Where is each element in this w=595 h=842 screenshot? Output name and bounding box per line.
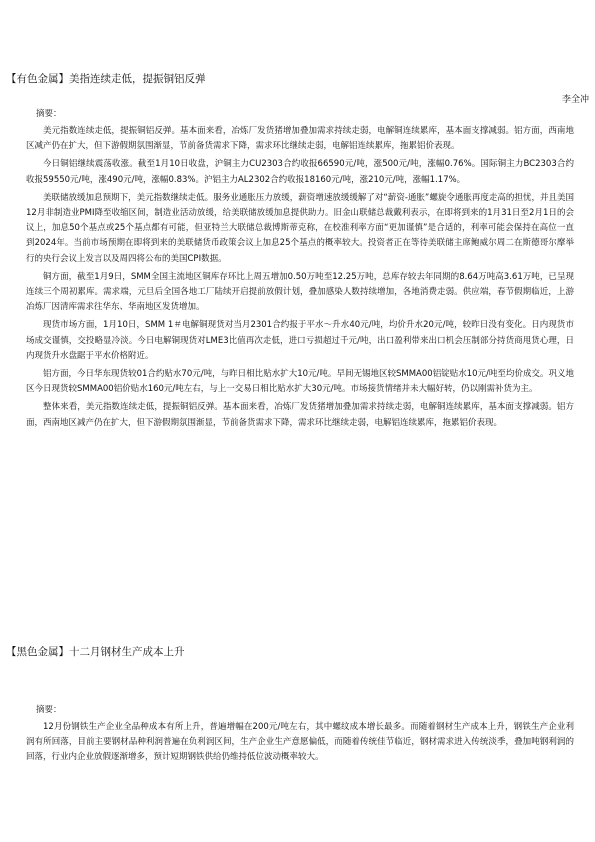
- paragraph: 美联储放缓加息预期下，美元指数继续走低。服务业通胀压力放缓，薪资增速放缓缓解了对“薪资-通胀”螺旋令通胀再度走高的担忧，并且美国12月非制造业PMI降至收缩区间，制造业活动放缓，给美联储放缓加息提供助力。旧金山联储总裁戴利表示，在即将到来的1月31日至2月1日的会议上，加息50个基点或25个基点都有可能，但亚特兰大联储总裁博斯蒂克称，在校准利率方面“更加谨慎”是合适的，利率可能会保持在高位一直到2024年。当前市场预期在即将到来的美联储货币政策会议上加息25个基点的概率较大。投资者正在等待美联储主席鲍威尔周二在斯德哥尔摩举行的央行会议上发言以及周四将公布的美国CPI数据。: [26, 192, 574, 264]
- paragraph: 铝方面，今日华东现货较01合约贴水70元/吨，与昨日相比贴水扩大10元/吨。早间无锡地区较SMMA00铝锭贴水10元/吨至均价成交。巩义地区今日现货较SMMA00铝价贴水160元/吨左右，与上一交易日相比贴水扩大30元/吨。市场接货情绪并未大幅好转，仍以刚需补货为主。: [26, 369, 574, 395]
- article-body: [26, 720, 574, 769]
- author-name: 李全冲: [561, 95, 589, 105]
- paragraph: 今日铜铝继续震荡收涨。截至1月10日收盘，沪铜主力CU2303合约收报66590元/吨，涨500元/吨，涨幅0.76%。国际铜主力BC2303合约收报59550元/吨，涨490元/吨，涨幅0.83%。沪铝主力AL2302合约收报18160元/吨，涨210元/吨，涨幅1.17%。: [26, 159, 574, 185]
- paragraph: 美元指数连续走低，提振铜铝反弹。基本面来看，冶炼厂发货猪增加叠加需求持续走弱，电解铜连续累库，基本面支撑减弱。铝方面，西南地区减产仍在扩大，但下游假期氛围渐显，节前备货需求下降，需求环比继续走弱，电解铝连续累库，拖累铝价表现。: [26, 126, 574, 152]
- paragraph: 12月份钢铁生产企业全品种成本有所上升，普遍增幅在200元/吨左右，其中螺纹成本增长最多。而随着钢材生产成本上升，钢铁生产企业利润有所回落，目前主要钢材品种利润普遍在负利润区间，生产企业生产意愿偏低，而随着传统佳节临近，钢材需求进入传统淡季，叠加吨钢利润的回落，行业内企业放假逐渐增多，预计短期钢铁供给仍维持低位波动概率较大。: [26, 722, 574, 763]
- paragraph: 铜方面，截至1月9日，SMM全国主流地区铜库存环比上周五增加0.50万吨至12.25万吨，总库存较去年同期的8.64万吨高3.61万吨，已呈现连续三个周初累库。需求端，元旦后全国各地工厂陆续开启提前放假计划，叠加感染人数持续增加，各地消费走弱。供应端，春节假期临近，上游冶炼厂因清库需求往华东、华南地区发货增加。: [26, 271, 574, 313]
- summary-label: 摘要：: [36, 705, 62, 715]
- paragraph: 整体来看，美元指数连续走低，提振铜铝反弹。基本面来看，冶炼厂发货猪增加叠加需求持续走弱，电解铜连续累库，基本面支撑减弱。铝方面，西南地区减产仍在扩大，但下游假期氛围渐显，节前备货需求下降，需求环比继续走弱，电解铝连续累库，拖累铝价表现。: [26, 402, 574, 428]
- summary-label: 摘要：: [36, 109, 62, 119]
- article-body: [26, 124, 574, 434]
- article-heading: 【黑色金属】十二月钢材生产成本上升: [6, 646, 185, 658]
- paragraph: 现货市场方面，1月10日，SMM 1＃电解铜现货对当月2301合约报于平水～升水40元/吨，均价升水20元/吨，较昨日没有变化。日内现货市场成交谨慎，交投略显冷淡。今日电解铜现货对LME3比值再次走低，进口亏损超过千元/吨，出口盈利带来出口机会压制部分持货商甩货心理，日内现货升水盘踞于平水价格附近。: [26, 320, 574, 361]
- article-heading: 【有色金属】美指连续走低，提振铜铝反弹: [6, 73, 206, 85]
